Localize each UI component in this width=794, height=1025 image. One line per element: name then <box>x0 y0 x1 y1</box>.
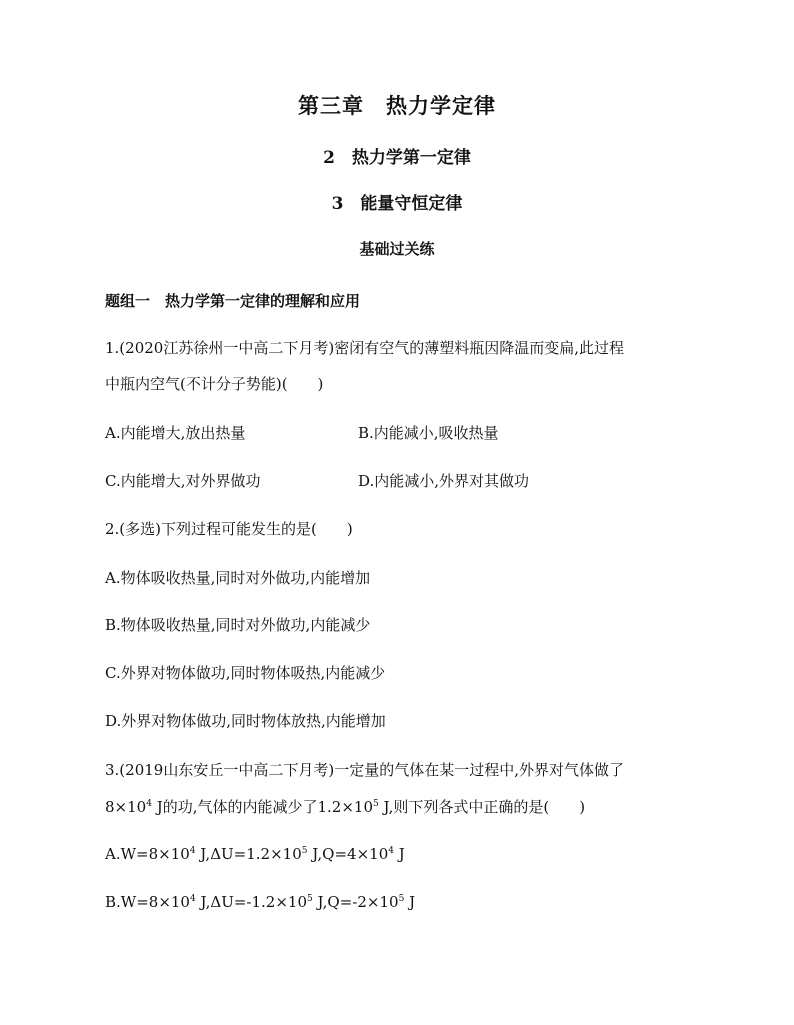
q3-option-a: $A.W=8\times 10^4$ $J,\Delta U=1.2\times 10^5$ $J,Q=4\times 10^4$ J <box>105 845 405 863</box>
q3-stem-line1: 3.(2019山东安丘一中高二下月考)一定量的气体在某一过程中,外界对气体做了 <box>105 761 624 779</box>
q1-option-b: B.内能减小,吸收热量 <box>358 424 499 442</box>
section-title-2: 2 热力学第一定律 <box>323 148 471 168</box>
q2-option-a: A.物体吸收热量,同时对外做功,内能增加 <box>105 569 371 587</box>
q3-stem-line2: $8\times 10^4$ J的功,气体的内能减少了$1.2\times 10^5$ J,则下列各式中正确的是( ) <box>105 798 586 816</box>
q3-option-b: $B.W=8\times 10^4$ $J,\Delta U=-1.2\times 10^5$ $J,Q=-2\times 10^5$ J <box>105 893 416 911</box>
q2-option-b: B.物体吸收热量,同时对外做功,内能减少 <box>105 616 371 634</box>
q2-option-d: D.外界对物体做功,同时物体放热,内能增加 <box>105 712 386 730</box>
q1-stem-line1: 1.(2020江苏徐州一中高二下月考)密闭有空气的薄塑料瓶因降温而变扁,此过程 <box>105 339 624 357</box>
q1-option-a: A.内能增大,放出热量 <box>105 424 246 442</box>
level-heading: 基础过关练 <box>359 240 435 258</box>
q1-option-c: C.内能增大,对外界做功 <box>105 472 261 490</box>
group-heading: 题组一 热力学第一定律的理解和应用 <box>105 292 361 310</box>
q1-stem-line2: 中瓶内空气(不计分子势能)( ) <box>105 375 324 393</box>
q2-stem: 2.(多选)下列过程可能发生的是( ) <box>105 520 353 538</box>
chapter-title: 第三章 热力学定律 <box>298 93 496 118</box>
q2-option-c: C.外界对物体做功,同时物体吸热,内能减少 <box>105 664 386 682</box>
q1-option-d: D.内能减小,外界对其做功 <box>358 472 530 490</box>
section-title-3: 3 能量守恒定律 <box>331 194 463 214</box>
